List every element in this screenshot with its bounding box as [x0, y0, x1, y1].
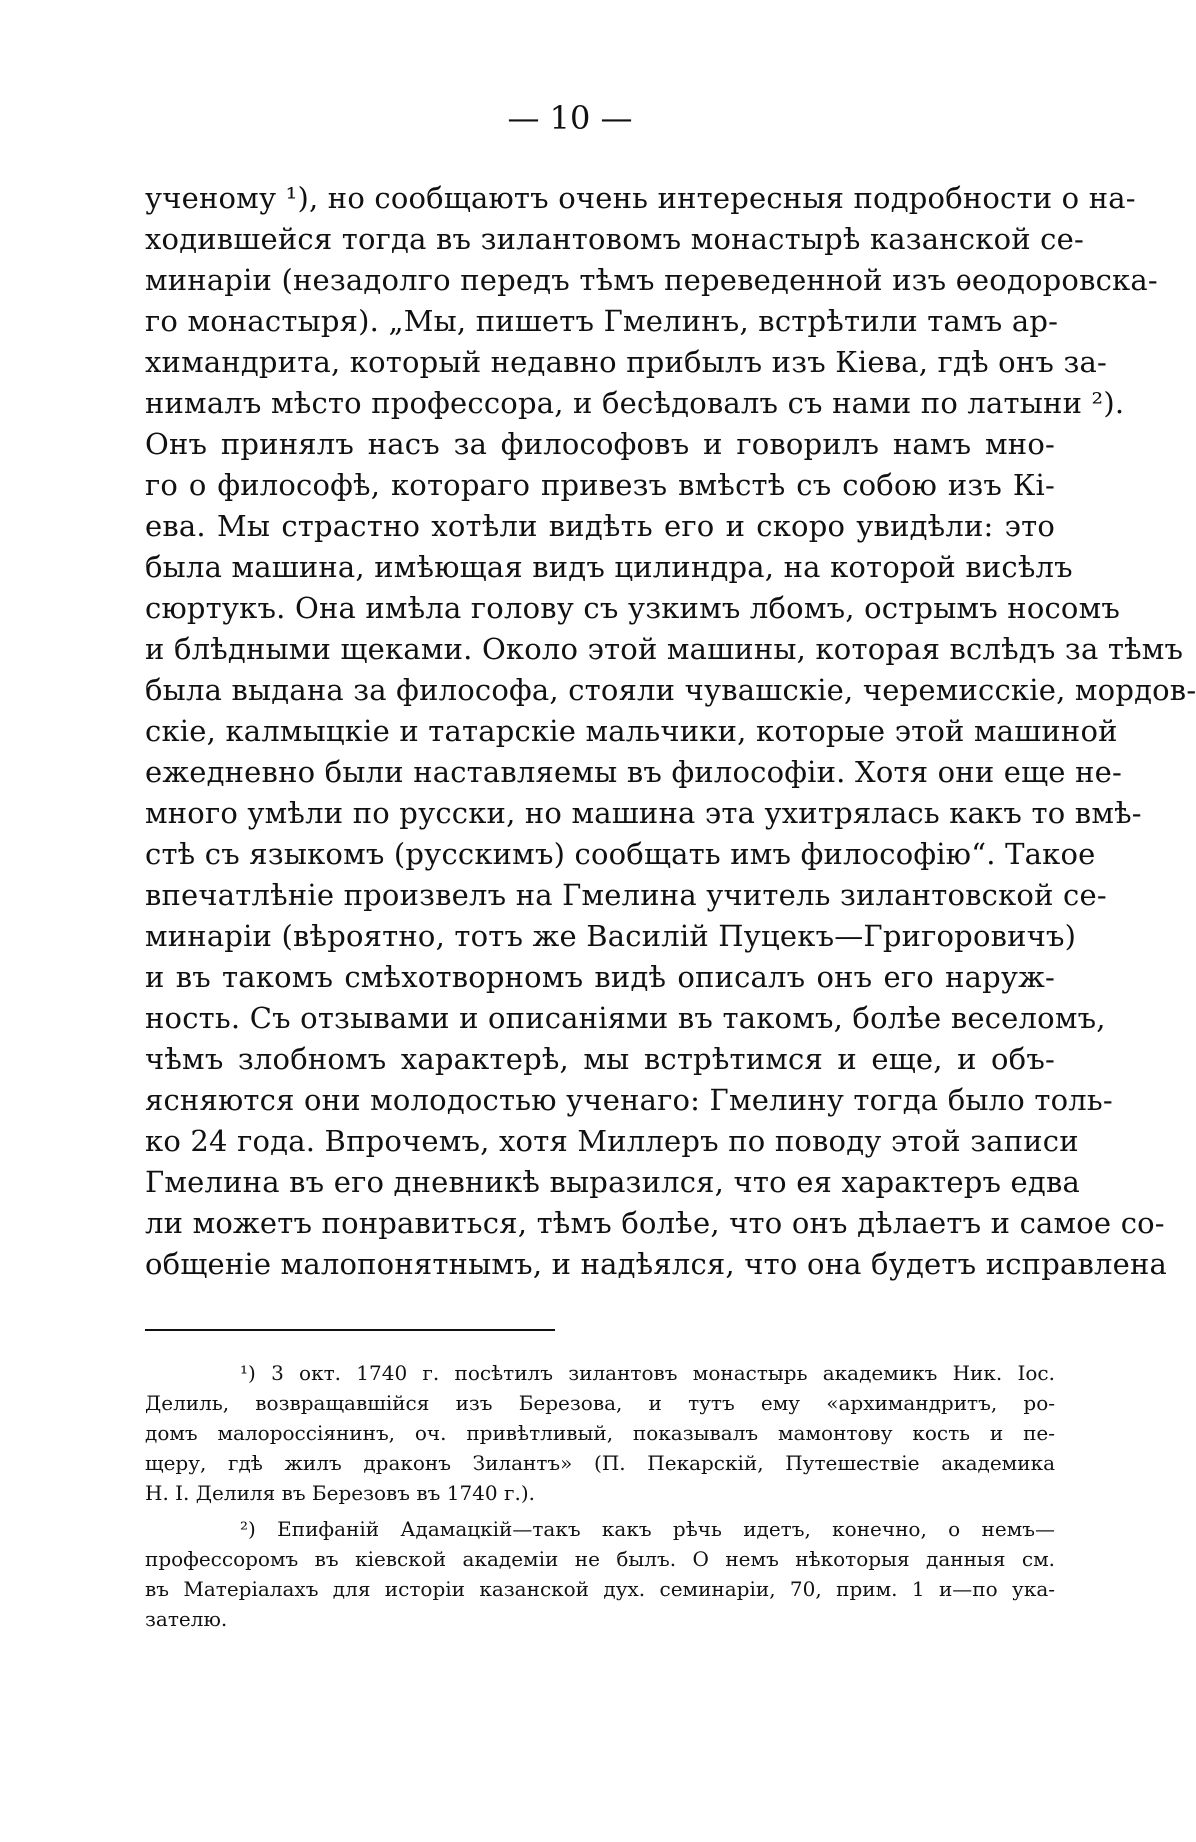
footnote-line: въ Матеріалахъ для исторіи казанской дух. семинаріи, 70, прим. 1 и—по ука- [145, 1577, 1055, 1601]
text-line: скіе, калмыцкіе и татарскіе мальчики, которые этой машиной [145, 714, 1118, 748]
page-number: — 10 — [507, 99, 633, 137]
footnote-line: профессоромъ въ кіевской академіи не былъ. О немъ нѣкоторыя данныя см. [145, 1547, 1055, 1571]
footnote-line: зателю. [145, 1607, 228, 1631]
text-line: сюртукъ. Она имѣла голову съ узкимъ лбомъ, острымъ носомъ [145, 591, 1120, 625]
text-line: нималъ мѣсто профессора, и бесѣдовалъ съ нами по латыни ²). [145, 386, 1125, 420]
text-line: ность. Съ отзывами и описаніями въ такомъ, болѣе веселомъ, [145, 1001, 1106, 1035]
footnote-line: ²) Епифаній Адамацкій—такъ какъ рѣчь идетъ, конечно, о немъ— [240, 1517, 1055, 1541]
footnote-line: Делиль, возвращавшійся изъ Березова, и тутъ ему «архимандритъ, ро- [145, 1391, 1055, 1415]
footnote-divider [145, 1329, 555, 1331]
text-line: минаріи (незадолго передъ тѣмъ переведенной изъ ѳеодоровска- [145, 263, 1158, 297]
main-text [145, 178, 1196, 1285]
footnotes [145, 1358, 1055, 1634]
footnote-line: щеру, гдѣ жилъ драконъ Зилантъ» (П. Пекарскій, Путешествіе академика [145, 1451, 1055, 1475]
footnote-line: Н. І. Делиля въ Березовъ въ 1740 г.). [145, 1481, 535, 1505]
text-line: ли можетъ понравиться, тѣмъ болѣе, что онъ дѣлаетъ и самое со- [145, 1206, 1165, 1240]
text-line: была выдана за философа, стояли чувашскіе, черемисскіе, мордов- [145, 673, 1196, 707]
text-line: ко 24 года. Впрочемъ, хотя Миллеръ по поводу этой записи [145, 1124, 1079, 1158]
text-line: много умѣли по русски, но машина эта ухитрялась какъ то вмѣ- [145, 796, 1142, 830]
text-line: и въ такомъ смѣхотворномъ видѣ описалъ онъ его наруж- [145, 960, 1055, 994]
footnote-line: ¹) 3 окт. 1740 г. посѣтилъ зилантовъ монастырь академикъ Ник. Іос. [240, 1361, 1055, 1385]
text-line: чѣмъ злобномъ характерѣ, мы встрѣтимся и еще, и объ- [145, 1042, 1055, 1076]
text-line: ученому ¹), но сообщаютъ очень интересныя подробности о на- [145, 181, 1136, 215]
text-line: и блѣдными щеками. Около этой машины, которая вслѣдъ за тѣмъ [145, 632, 1184, 666]
text-line: го о философѣ, котораго привезъ вмѣстѣ съ собою изъ Кі- [145, 468, 1055, 502]
text-line: Гмелина въ его дневникѣ выразился, что ея характеръ едва [145, 1165, 1080, 1199]
text-line: минаріи (вѣроятно, тотъ же Василій Пуцекъ—Григоровичъ) [145, 919, 1077, 953]
footnote-line: домъ малороссіянинъ, оч. привѣтливый, показывалъ мамонтову кость и пе- [145, 1421, 1055, 1445]
text-line: была машина, имѣющая видъ цилиндра, на которой висѣлъ [145, 550, 1073, 584]
text-line: ева. Мы страстно хотѣли видѣть его и скоро увидѣли: это [145, 509, 1055, 543]
footnote-2 [145, 1514, 1055, 1634]
text-line: ежедневно были наставляемы въ философіи. Хотя они еще не- [145, 755, 1122, 789]
text-line: ходившейся тогда въ зилантовомъ монастырѣ казанской се- [145, 222, 1084, 256]
text-line: ясняются они молодостью ученаго: Гмелину тогда было толь- [145, 1083, 1113, 1117]
text-line: го монастыря). „Мы, пишетъ Гмелинъ, встрѣтили тамъ ар- [145, 304, 1059, 338]
text-line: химандрита, который недавно прибылъ изъ Кіева, гдѣ онъ за- [145, 345, 1107, 379]
text-line: впечатлѣніе произвелъ на Гмелина учитель зилантовской се- [145, 878, 1107, 912]
text-line: общеніе малопонятнымъ, и надѣялся, что она будетъ исправлена [145, 1247, 1167, 1281]
text-line: стѣ съ языкомъ (русскимъ) сообщать имъ философію“. Такое [145, 837, 1096, 871]
text-line: Онъ принялъ насъ за философовъ и говорилъ намъ мно- [145, 427, 1055, 461]
footnote-1 [145, 1358, 1055, 1508]
